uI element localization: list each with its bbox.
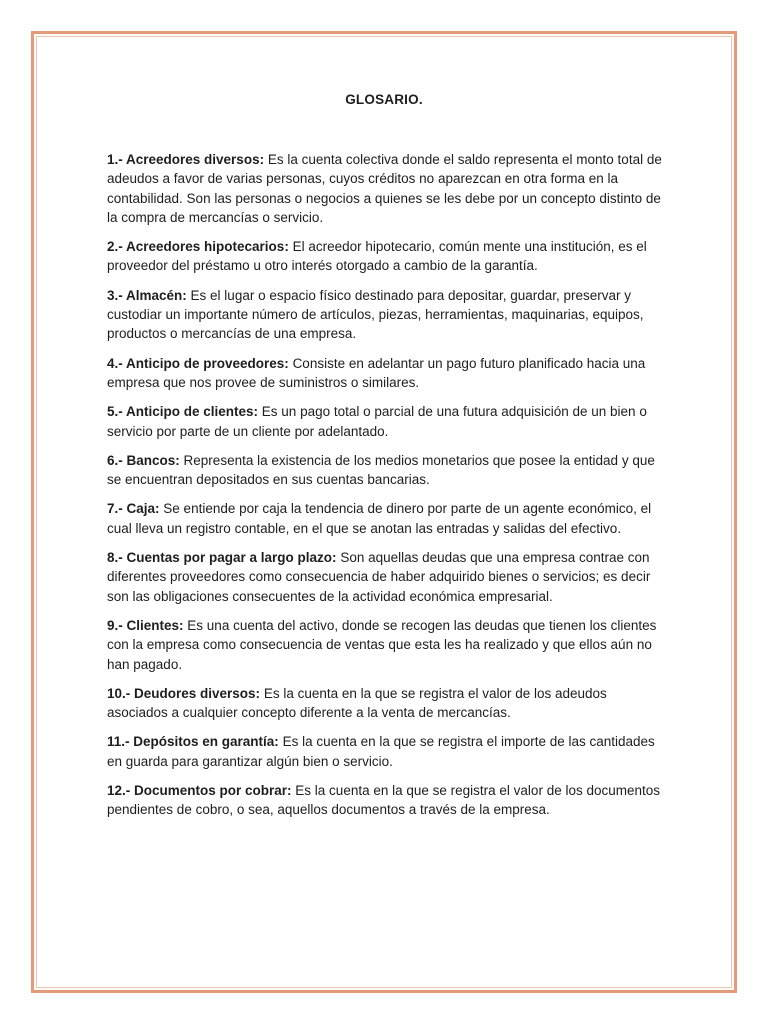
glossary-list <box>107 150 663 830</box>
glossary-definition: Consiste en adelantar un pago futuro planificado hacia una empresa que nos provee de suministros o similares. <box>107 355 646 390</box>
glossary-term: 10.- Deudores diversos: <box>107 685 261 701</box>
glossary-definition: Es una cuenta del activo, donde se recogen las deudas que tienen los clientes con la empresa como consecuencia de ventas que esta les ha realizado y que ellos aún no han pagado. <box>107 617 657 672</box>
glossary-entry <box>107 402 663 441</box>
glossary-definition: Es la cuenta colectiva donde el saldo representa el monto total de adeudos a favor de varias personas, cuyos créditos no aparezcan en otra forma en la contabilidad. Son las personas o negocios a quienes se les debe por un concepto distinto de la compra de mercancías o servicio. <box>107 152 662 225</box>
glossary-definition: Es la cuenta en la que se registra el valor de los adeudos asociados a cualquier concepto diferente a la venta de mercancías. <box>107 685 607 721</box>
glossary-entry <box>107 354 663 393</box>
glossary-definition: Es la cuenta en la que se registra el valor de los documentos pendientes de cobro, o sea, aquellos documentos a través de la empresa. <box>107 783 661 818</box>
glossary-definition: El acreedor hipotecario, común mente una institución, es el proveedor del préstamo u otro interés otorgado a cambio de la garantía. <box>107 239 647 274</box>
glossary-definition: Es el lugar o espacio físico destinado para depositar, guardar, preservar y custodiar un importante número de artículos, piezas, herramientas, maquinarias, equipos, productos o mercancías de una empresa. <box>107 287 644 342</box>
glossary-term: 6.- Bancos: <box>107 452 180 468</box>
glossary-definition: Se entiende por caja la tendencia de dinero por parte de un agente económico, el cual lleva un registro contable, en el que se anotan las entradas y salidas del efectivo. <box>107 501 652 536</box>
glossary-entry <box>107 451 663 490</box>
glossary-term: 2.- Acreedores hipotecarios: <box>107 239 289 255</box>
glossary-term: 1.- Acreedores diversos: <box>107 152 265 167</box>
glossary-entry <box>107 732 663 771</box>
glossary-definition: Representa la existencia de los medios monetarios que posee la entidad y que se encuentran depositados en sus cuentas bancarias. <box>107 452 655 488</box>
glossary-entry <box>107 150 663 227</box>
glossary-term: 8.- Cuentas por pagar a largo plazo: <box>107 550 337 566</box>
glossary-entry <box>107 548 663 606</box>
glossary-definition: Es un pago total o parcial de una futura adquisición de un bien o servicio por parte de un cliente por adelantado. <box>107 404 647 439</box>
glossary-definition: Son aquellas deudas que una empresa contrae con diferentes proveedores como consecuencia de haber adquirido bienes o servicios; es decir son las obligaciones consecuentes de la actividad económica empresarial. <box>107 550 651 604</box>
glossary-entry <box>107 616 663 674</box>
glossary-term: 7.- Caja: <box>107 501 160 517</box>
glossary-term: 9.- Clientes: <box>107 617 184 633</box>
glossary-entry <box>107 237 663 276</box>
glossary-definition: Es la cuenta en la que se registra el importe de las cantidades en guarda para garantizar algún bien o servicio. <box>107 734 655 769</box>
page-title: GLOSARIO. <box>345 92 423 107</box>
glossary-term: 3.- Almacén: <box>107 287 187 303</box>
glossary-term: 11.- Depósitos en garantía: <box>107 734 279 750</box>
glossary-term: 4.- Anticipo de proveedores: <box>107 355 289 371</box>
glossary-entry <box>107 286 663 344</box>
glossary-term: 12.- Documentos por cobrar: <box>107 783 292 799</box>
glossary-entry <box>107 684 663 723</box>
glossary-entry <box>107 781 663 820</box>
glossary-entry <box>107 499 663 538</box>
glossary-term: 5.- Anticipo de clientes: <box>107 404 259 420</box>
